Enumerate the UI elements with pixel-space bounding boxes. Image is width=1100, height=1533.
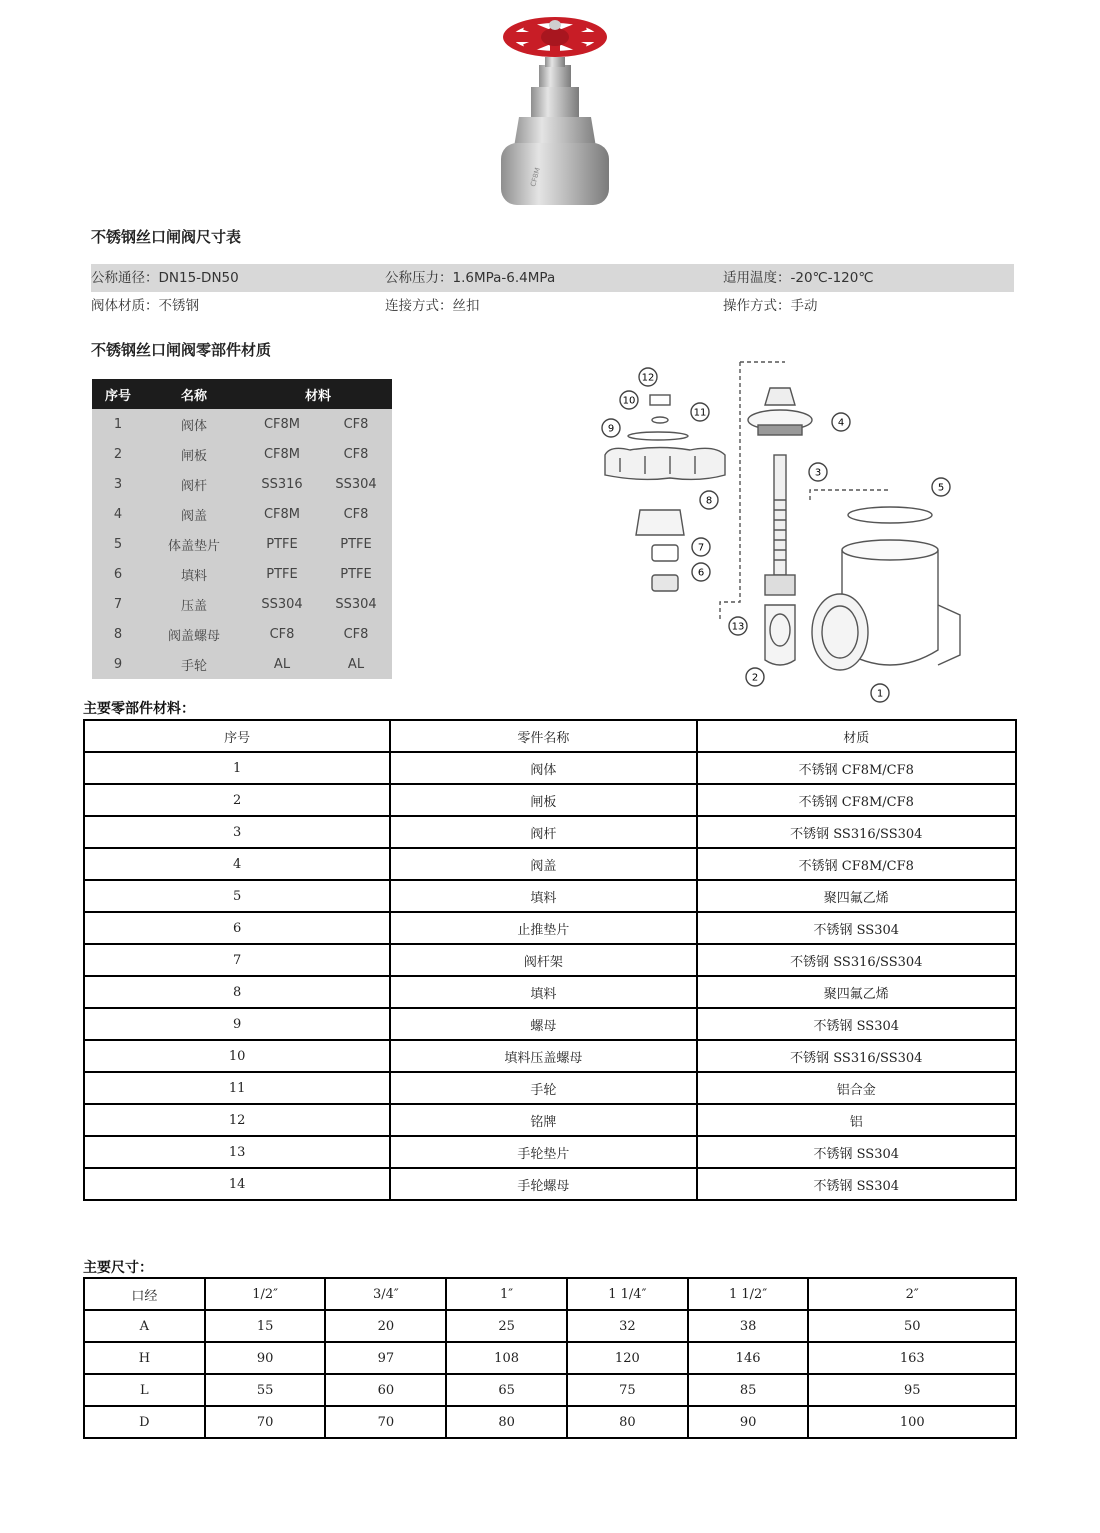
dimension-value: 75 [567, 1374, 688, 1406]
part-material: 不锈钢 SS304 [697, 1008, 1016, 1040]
row-index: 13 [84, 1136, 390, 1168]
callout-12 [639, 368, 657, 386]
header-index: 序号 [84, 720, 390, 752]
callout-4 [832, 413, 850, 431]
part-name: 体盖垫片 [144, 529, 244, 559]
row-index: 1 [92, 409, 144, 439]
callout-10 [620, 391, 638, 409]
part-name: 压盖 [144, 589, 244, 619]
dimensions-table [83, 1277, 1017, 1439]
callout-7 [692, 538, 710, 556]
table-row [84, 1406, 1016, 1438]
dimension-value: 80 [567, 1406, 688, 1438]
material-row [92, 469, 392, 499]
material-a: SS304 [244, 589, 320, 619]
row-index: 14 [84, 1168, 390, 1200]
row-index: 1 [84, 752, 390, 784]
dimension-value: 15 [205, 1310, 326, 1342]
dimension-value: 97 [325, 1342, 446, 1374]
material-a: PTFE [244, 529, 320, 559]
table-row [84, 1374, 1016, 1406]
material-b: CF8 [320, 619, 392, 649]
dimension-value: 90 [688, 1406, 809, 1438]
material-b: CF8 [320, 409, 392, 439]
row-index: 8 [92, 619, 144, 649]
part-material: 不锈钢 SS316/SS304 [697, 944, 1016, 976]
callout-13 [729, 617, 747, 635]
header-material: 材料 [244, 379, 392, 409]
temperature-range: 适用温度：-20℃-120℃ [723, 270, 874, 286]
part-name: 手轮螺母 [390, 1168, 696, 1200]
table-row [84, 880, 1016, 912]
material-b: CF8 [320, 499, 392, 529]
header-part-name: 零件名称 [390, 720, 696, 752]
part-name: 手轮 [144, 649, 244, 679]
part-name: 阀杆 [390, 816, 696, 848]
table-row [84, 816, 1016, 848]
part-name: 手轮垫片 [390, 1136, 696, 1168]
callout-3 [809, 463, 827, 481]
main-parts-label: 主要零部件材料： [83, 701, 195, 717]
material-row [92, 529, 392, 559]
part-name: 填料 [390, 880, 696, 912]
table-row [84, 1040, 1016, 1072]
table-row [84, 752, 1016, 784]
part-name: 阀盖 [144, 499, 244, 529]
dimension-value: 95 [808, 1374, 1016, 1406]
dimension-value: 80 [446, 1406, 567, 1438]
part-material: 聚四氟乙烯 [697, 976, 1016, 1008]
part-name: 阀体 [390, 752, 696, 784]
part-material: 铝 [697, 1104, 1016, 1136]
table-row [84, 912, 1016, 944]
callout-9 [602, 419, 620, 437]
table-row [84, 1168, 1016, 1200]
dimension-value: 55 [205, 1374, 326, 1406]
dimension-value: 90 [205, 1342, 326, 1374]
part-material: 不锈钢 SS304 [697, 912, 1016, 944]
callout-1 [871, 684, 889, 702]
callout-number: 4 [837, 417, 845, 429]
row-index: 7 [92, 589, 144, 619]
part-name: 阀体 [144, 409, 244, 439]
dimension-size-header: 1/2″ [205, 1278, 326, 1310]
dimension-size-header: 2″ [808, 1278, 1016, 1310]
part-name: 阀杆架 [390, 944, 696, 976]
part-material: 不锈钢 SS304 [697, 1136, 1016, 1168]
row-index: 8 [84, 976, 390, 1008]
operation-mode: 操作方式：手动 [723, 298, 818, 314]
material-b: CF8 [320, 439, 392, 469]
row-index: 5 [92, 529, 144, 559]
table-row [84, 944, 1016, 976]
row-index: 3 [84, 816, 390, 848]
dimension-code: H [84, 1342, 205, 1374]
dimension-value: 20 [325, 1310, 446, 1342]
connection-type: 连接方式：丝扣 [385, 298, 480, 314]
callout-number: 8 [705, 495, 713, 507]
callout-number: 13 [731, 621, 745, 633]
row-index: 3 [92, 469, 144, 499]
main-parts-header [84, 720, 1016, 752]
spec-table-title: 不锈钢丝口闸阀尺寸表 [91, 228, 242, 246]
part-name: 填料压盖螺母 [390, 1040, 696, 1072]
spec-row-1 [91, 264, 1014, 292]
callout-8 [700, 491, 718, 509]
exploded-view-diagram [600, 350, 965, 710]
callout-6 [692, 563, 710, 581]
row-index: 11 [84, 1072, 390, 1104]
table-row [84, 976, 1016, 1008]
main-parts-table [83, 719, 1017, 1201]
dimension-value: 65 [446, 1374, 567, 1406]
row-index: 12 [84, 1104, 390, 1136]
part-material: 不锈钢 CF8M/CF8 [697, 752, 1016, 784]
material-b: PTFE [320, 529, 392, 559]
part-material: 不锈钢 SS316/SS304 [697, 816, 1016, 848]
material-a: CF8M [244, 499, 320, 529]
callout-number: 12 [641, 372, 655, 384]
callout-2 [746, 668, 764, 686]
part-name: 闸板 [144, 439, 244, 469]
material-a: CF8M [244, 409, 320, 439]
dimensions-label: 主要尺寸： [83, 1260, 153, 1276]
dimension-code: A [84, 1310, 205, 1342]
dimension-value: 70 [325, 1406, 446, 1438]
dimension-value: 120 [567, 1342, 688, 1374]
material-row [92, 499, 392, 529]
row-index: 6 [84, 912, 390, 944]
dimension-value: 100 [808, 1406, 1016, 1438]
header-index: 序号 [92, 379, 144, 409]
dimension-value: 32 [567, 1310, 688, 1342]
gate-valve-photo [495, 15, 615, 210]
row-index: 9 [92, 649, 144, 679]
material-a: CF8M [244, 439, 320, 469]
part-name: 阀盖 [390, 848, 696, 880]
part-name: 阀杆 [144, 469, 244, 499]
part-material: 铝合金 [697, 1072, 1016, 1104]
callout-number: 6 [697, 567, 705, 579]
body-marking: CF8M [529, 166, 542, 188]
row-index: 10 [84, 1040, 390, 1072]
table-row [84, 1310, 1016, 1342]
callout-number: 9 [607, 423, 615, 435]
nominal-diameter: 公称通径：DN15-DN50 [91, 270, 239, 286]
spec-row-2 [91, 292, 1014, 320]
dimension-code: D [84, 1406, 205, 1438]
dimension-value: 60 [325, 1374, 446, 1406]
nominal-pressure: 公称压力：1.6MPa-6.4MPa [385, 270, 556, 286]
body-material: 阀体材质：不锈钢 [91, 298, 199, 314]
header-name: 名称 [144, 379, 244, 409]
dimension-code: L [84, 1374, 205, 1406]
dimension-size-header: 1″ [446, 1278, 567, 1310]
header-material: 材质 [697, 720, 1016, 752]
dimension-size-header: 1 1/4″ [567, 1278, 688, 1310]
material-b: SS304 [320, 469, 392, 499]
dimensions-header [84, 1278, 1016, 1310]
material-table-header [92, 379, 392, 409]
table-row [84, 1342, 1016, 1374]
part-name: 螺母 [390, 1008, 696, 1040]
dimension-value: 25 [446, 1310, 567, 1342]
material-row [92, 409, 392, 439]
callout-number: 3 [814, 467, 822, 479]
callout-number: 11 [693, 407, 707, 419]
material-b: AL [320, 649, 392, 679]
material-b: PTFE [320, 559, 392, 589]
row-index: 2 [92, 439, 144, 469]
material-row [92, 649, 392, 679]
part-material: 不锈钢 SS316/SS304 [697, 1040, 1016, 1072]
material-row [92, 619, 392, 649]
dimension-size-header: 1 1/2″ [688, 1278, 809, 1310]
dimension-value: 70 [205, 1406, 326, 1438]
part-material: 不锈钢 SS304 [697, 1168, 1016, 1200]
part-material: 不锈钢 CF8M/CF8 [697, 784, 1016, 816]
row-index: 5 [84, 880, 390, 912]
material-a: PTFE [244, 559, 320, 589]
material-a: SS316 [244, 469, 320, 499]
callout-number: 7 [697, 542, 705, 554]
dimension-value: 85 [688, 1374, 809, 1406]
table-row [84, 848, 1016, 880]
callout-11 [691, 403, 709, 421]
material-row [92, 559, 392, 589]
material-row [92, 589, 392, 619]
table-row [84, 1136, 1016, 1168]
dimension-value: 50 [808, 1310, 1016, 1342]
row-index: 4 [92, 499, 144, 529]
material-a: CF8 [244, 619, 320, 649]
callout-5 [932, 478, 950, 496]
dimension-size-header: 口经 [84, 1278, 205, 1310]
parts-material-title: 不锈钢丝口闸阀零部件材质 [91, 341, 272, 359]
part-name: 填料 [390, 976, 696, 1008]
part-name: 手轮 [390, 1072, 696, 1104]
dimension-size-header: 3/4″ [325, 1278, 446, 1310]
callout-number: 2 [751, 672, 759, 684]
part-name: 止推垫片 [390, 912, 696, 944]
material-table [92, 379, 392, 679]
part-name: 闸板 [390, 784, 696, 816]
callout-number: 10 [622, 395, 636, 407]
row-index: 7 [84, 944, 390, 976]
part-material: 不锈钢 CF8M/CF8 [697, 848, 1016, 880]
dimension-value: 108 [446, 1342, 567, 1374]
table-row [84, 1104, 1016, 1136]
table-row [84, 784, 1016, 816]
part-name: 铭牌 [390, 1104, 696, 1136]
dimension-value: 146 [688, 1342, 809, 1374]
callout-number: 1 [876, 688, 884, 700]
part-name: 填料 [144, 559, 244, 589]
table-row [84, 1072, 1016, 1104]
table-row [84, 1008, 1016, 1040]
material-a: AL [244, 649, 320, 679]
row-index: 6 [92, 559, 144, 589]
part-name: 阀盖螺母 [144, 619, 244, 649]
material-row [92, 439, 392, 469]
material-b: SS304 [320, 589, 392, 619]
row-index: 9 [84, 1008, 390, 1040]
callout-number: 5 [937, 482, 945, 494]
part-material: 聚四氟乙烯 [697, 880, 1016, 912]
row-index: 2 [84, 784, 390, 816]
row-index: 4 [84, 848, 390, 880]
dimension-value: 163 [808, 1342, 1016, 1374]
dimension-value: 38 [688, 1310, 809, 1342]
